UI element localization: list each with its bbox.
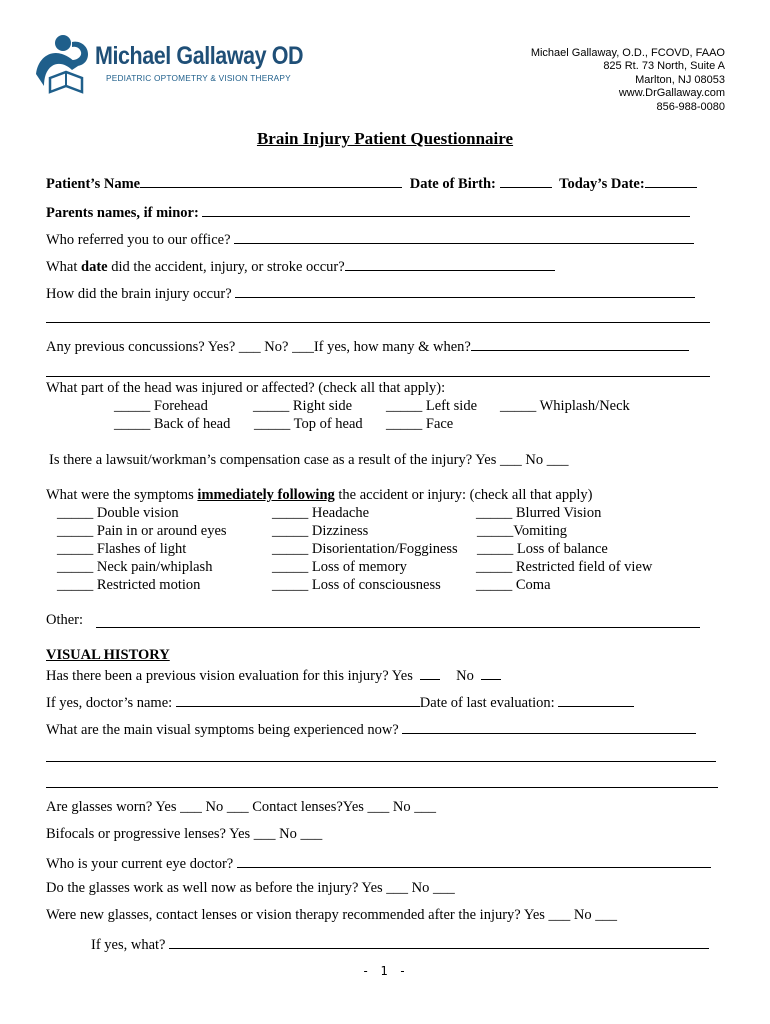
how-occur-field[interactable] bbox=[235, 283, 695, 298]
page-title: Brain Injury Patient Questionnaire bbox=[256, 129, 514, 148]
brand-name: Michael Gallaway OD bbox=[95, 42, 304, 70]
patient-name-row bbox=[46, 173, 697, 193]
last-eval-field[interactable] bbox=[558, 692, 634, 707]
symptom-restricted-field[interactable]: _____ Restricted field of view bbox=[476, 559, 653, 575]
prev-eval-no-field[interactable] bbox=[481, 665, 501, 680]
lawsuit-question: Is there a lawsuit/workman’s compensation case as a result of the injury? Yes ___ No ___ bbox=[49, 452, 569, 468]
address-line-1: Michael Gallaway, O.D., FCOVD, FAAO bbox=[530, 47, 725, 59]
current-doctor-row bbox=[46, 853, 711, 873]
symptom-neck-pain[interactable]: _____ Neck pain/whiplash bbox=[57, 559, 213, 575]
address-line-4: www.DrGallaway.com bbox=[618, 87, 725, 99]
address-line-2: 825 Rt. 73 North, Suite A bbox=[603, 60, 725, 72]
date-occur-label-pre: What bbox=[46, 259, 82, 275]
date-occur-row bbox=[46, 256, 555, 276]
prev-eval-yes-field[interactable] bbox=[420, 665, 440, 680]
concussions-line-2[interactable] bbox=[46, 376, 710, 377]
glasses-work-question: Do the glasses work as well now as before the injury? Yes ___ No ___ bbox=[46, 880, 455, 896]
symptom-loss-memory[interactable]: _____ Loss of memory bbox=[272, 559, 407, 575]
symptoms-label-post: the accident or injury: (check all that apply) bbox=[334, 487, 593, 503]
current-doctor-field[interactable] bbox=[237, 853, 711, 868]
symptom-disorientation[interactable]: _____ Disorientation/Fogginess bbox=[272, 541, 458, 557]
glasses-worn-question: Are glasses worn? Yes ___ No ___ Contact lenses?Yes ___ No ___ bbox=[46, 799, 436, 815]
symptom-flashes[interactable]: _____ Flashes of light bbox=[57, 541, 187, 557]
todays-date-label: Today’s Date: bbox=[559, 176, 645, 192]
referred-field[interactable] bbox=[234, 229, 694, 244]
dob-label: Date of Birth: bbox=[409, 176, 496, 192]
head-option-face[interactable]: _____ Face bbox=[386, 416, 454, 432]
address-line-5: 856-988-0080 bbox=[656, 101, 725, 113]
patient-name-label: Patient’s Name bbox=[46, 176, 141, 192]
prev-eval-label: Has there been a previous vision evaluation for this injury? Yes bbox=[46, 668, 413, 684]
head-option-whiplash[interactable]: _____ Whiplash/Neck bbox=[500, 398, 630, 414]
if-yes-what-field[interactable] bbox=[169, 934, 709, 949]
head-option-left-side[interactable]: _____ Left side bbox=[386, 398, 478, 414]
symptom-vomiting[interactable]: _____Vomiting bbox=[477, 523, 567, 539]
bifocals-question: Bifocals or progressive lenses? Yes ___ No ___ bbox=[46, 826, 323, 842]
dob-field[interactable] bbox=[500, 173, 552, 188]
page-number: - 1 - bbox=[361, 964, 409, 978]
head-option-top[interactable]: _____ Top of head bbox=[254, 416, 363, 432]
visual-history-heading: VISUAL HISTORY bbox=[46, 647, 170, 663]
main-symptoms-line-2[interactable] bbox=[46, 761, 716, 762]
concussions-row bbox=[46, 336, 689, 356]
doctor-name-field[interactable] bbox=[176, 692, 420, 707]
other-label: Other: bbox=[46, 612, 84, 628]
symptom-headache[interactable]: _____ Headache bbox=[272, 505, 370, 521]
current-doctor-label: Who is your current eye doctor? bbox=[46, 856, 234, 872]
main-symptoms-label: What are the main visual symptoms being experienced now? bbox=[46, 722, 399, 738]
how-occur-row bbox=[46, 283, 695, 303]
referred-label: Who referred you to our office? bbox=[46, 232, 231, 248]
last-eval-label: Date of last evaluation: bbox=[419, 695, 555, 711]
symptom-eye-pain[interactable]: _____ Pain in or around eyes bbox=[57, 523, 227, 539]
head-part-label: What part of the head was injured or affected? (check all that apply): bbox=[46, 380, 446, 396]
symptom-double-vision[interactable]: _____ Double vision bbox=[57, 505, 179, 521]
main-symptoms-field[interactable] bbox=[402, 719, 696, 734]
parents-row bbox=[46, 202, 690, 222]
symptoms-label-bold: immediately following bbox=[197, 487, 335, 503]
head-option-forehead[interactable]: _____ Forehead bbox=[114, 398, 208, 414]
date-occur-label-post: did the accident, injury, or stroke occur? bbox=[107, 259, 345, 275]
brand-tagline: PEDIATRIC OPTOMETRY & VISION THERAPY bbox=[106, 73, 291, 83]
other-field[interactable] bbox=[96, 627, 700, 628]
if-yes-what-row bbox=[91, 934, 709, 954]
main-symptoms-row bbox=[46, 719, 696, 739]
main-symptoms-line-3[interactable] bbox=[46, 787, 718, 788]
prev-eval-no-label: No bbox=[456, 668, 474, 684]
if-yes-what-label: If yes, what? bbox=[91, 937, 166, 953]
referred-row bbox=[46, 229, 694, 249]
symptom-loss-consciousness[interactable]: _____ Loss of consciousness bbox=[272, 577, 441, 593]
new-glasses-question: Were new glasses, contact lenses or vision therapy recommended after the injury? Yes ___ No ___ bbox=[46, 907, 618, 923]
date-occur-label-bold: date bbox=[81, 259, 108, 275]
logo-mark bbox=[32, 34, 96, 99]
symptom-dizziness[interactable]: _____ Dizziness bbox=[272, 523, 369, 539]
symptom-blurred-vision[interactable]: _____ Blurred Vision bbox=[476, 505, 602, 521]
symptoms-heading bbox=[46, 487, 592, 504]
todays-date-field[interactable] bbox=[645, 173, 697, 188]
parents-field[interactable] bbox=[202, 202, 690, 217]
patient-name-field[interactable] bbox=[140, 173, 402, 188]
doctor-name-label: If yes, doctor’s name: bbox=[46, 695, 173, 711]
symptom-coma[interactable]: _____ Coma bbox=[476, 577, 551, 593]
head-option-right-side[interactable]: _____ Right side bbox=[253, 398, 353, 414]
address-line-3: Marlton, NJ 08053 bbox=[635, 74, 725, 86]
symptom-restricted-motion[interactable]: _____ Restricted motion bbox=[57, 577, 201, 593]
symptoms-label-pre: What were the symptoms bbox=[46, 487, 198, 503]
doctor-name-row bbox=[46, 692, 634, 712]
how-occur-line-2[interactable] bbox=[46, 322, 710, 323]
date-occur-field[interactable] bbox=[345, 256, 555, 271]
symptom-loss-balance[interactable]: _____ Loss of balance bbox=[477, 541, 608, 557]
how-occur-label: How did the brain injury occur? bbox=[46, 286, 232, 302]
prev-eval-row bbox=[46, 665, 501, 685]
concussions-label: Any previous concussions? Yes? ___ No? ___If yes, how many & when? bbox=[46, 339, 471, 355]
concussions-field[interactable] bbox=[471, 336, 689, 351]
head-option-back[interactable]: _____ Back of head bbox=[114, 416, 231, 432]
parents-label: Parents names, if minor: bbox=[46, 205, 199, 221]
